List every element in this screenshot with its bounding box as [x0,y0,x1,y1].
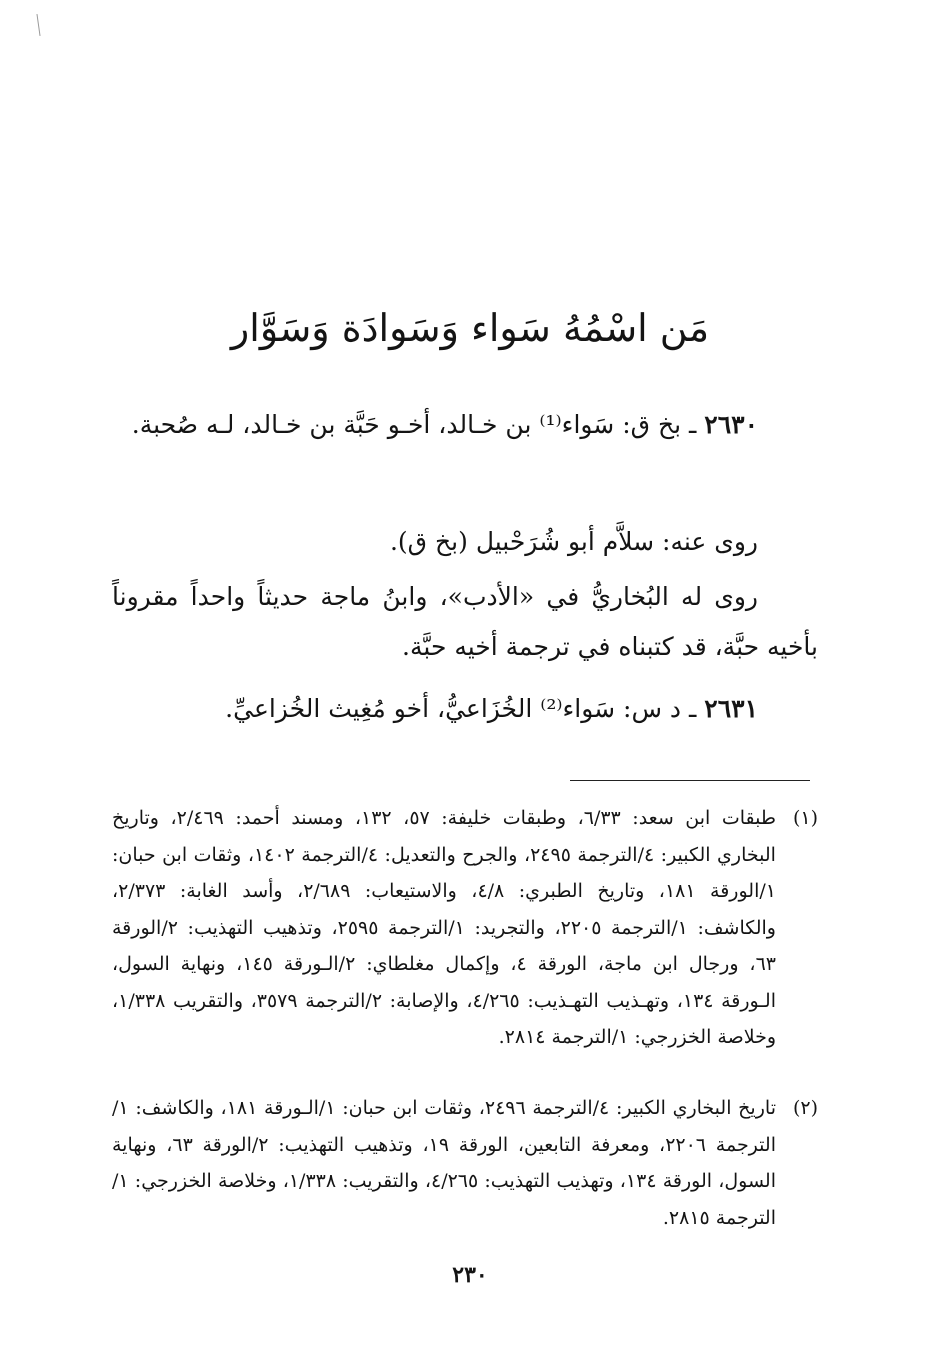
entry-2631 [112,684,818,734]
footnote-marker: (٢) [792,1097,818,1119]
entry-number: ٢٦٣١ [704,694,758,723]
footnote-text: تاريخ البخاري الكبير: ٤/الترجمة ٢٤٩٦، وثقات ابن حبان: ١/الـورقة ١٨١، والكاشف: ١/الترجمة ٢٢٠٦، ومعرفة التابعين، الورقة ١٩، وتذهيب التهذيب: ٢/الورقة ٦٣، ونهاية السول، الورقة ١٣٤، وتهذيب التهذيب: ٤/٢٦٥، والتقريب: ١/٣٣٨، وخلاصة الخزرجي: ١/الترجمة ٢٨١٥. [112,1097,776,1229]
entry-2630 [112,400,818,450]
entry-text: ـ بخ ق: سَواء⁽¹⁾ بن خـالد، أخـو حَبَّة بن خـالد، لـه صُحبة. [131,410,705,439]
footnote-marker: (١) [792,807,818,829]
footnote-1 [112,800,818,1056]
entry-2630-narrators: روى عنه: سلاَّم أبو شُرَحْبيل (بخ ق). [389,527,758,556]
footnote-text: طبقات ابن سعد: ٦/٣٣، وطبقات خليفة: ٥٧، ١٣٢، ومسند أحمد: ٢/٤٦٩، وتاريخ البخاري الكبير: ٤/الترجمة ٢٤٩٥، والجرح والتعديل: ٤/الترجمة ١٤٠٢، وثقات ابن حبان: ١/الورقة ١٨١، وتاريخ الطبري: ٤/٨، والاستيعاب: ٢/٦٨٩، وأسد الغابة: ٢/٣٧٣، والكاشف: ١/الترجمة ٢٢٠٥، والتجريد: ١/الترجمة ٢٥٩٥، وتذهيب التهذيب: ٢/الورقة ٦٣، ورجال ابن ماجة، الورقة ٤، وإكمال مغلطاي: ٢/الـورقة ١٤٥، ونهاية السول، الـورقة ١٣٤، وتهـذيب التهـذيب: ٤/٢٦٥، والإصابة: ٢/الترجمة ٣٥٧٩، والتقريب ١/٣٣٨، وخلاصة الخزرجي: ١/الترجمة ٢٨١٤. [112,807,777,1048]
scan-artifact-mark [36,14,40,36]
page-number: ٢٣٠ [452,1262,488,1288]
entry-number: ٢٦٣٠ [704,410,758,439]
footnote-2 [112,1090,818,1236]
footnote-separator [570,780,810,782]
entry-text: ـ د س: سَواء⁽²⁾ الخُزَاعيُّ، أخو مُغِيث الخُزاعيِّ. [225,694,705,723]
entry-2630-transmission: روى له البُخاريُّ في «الأدب»، وابنُ ماجة حديثاً واحداً مقروناً بأخيه حبَّة، قد كتبناه في ترجمة أخيه حبَّة. [112,582,818,661]
chapter-title: مَن اسْمُهُ سَواء وَسَوادَة وَسَوَّار [230,306,710,350]
